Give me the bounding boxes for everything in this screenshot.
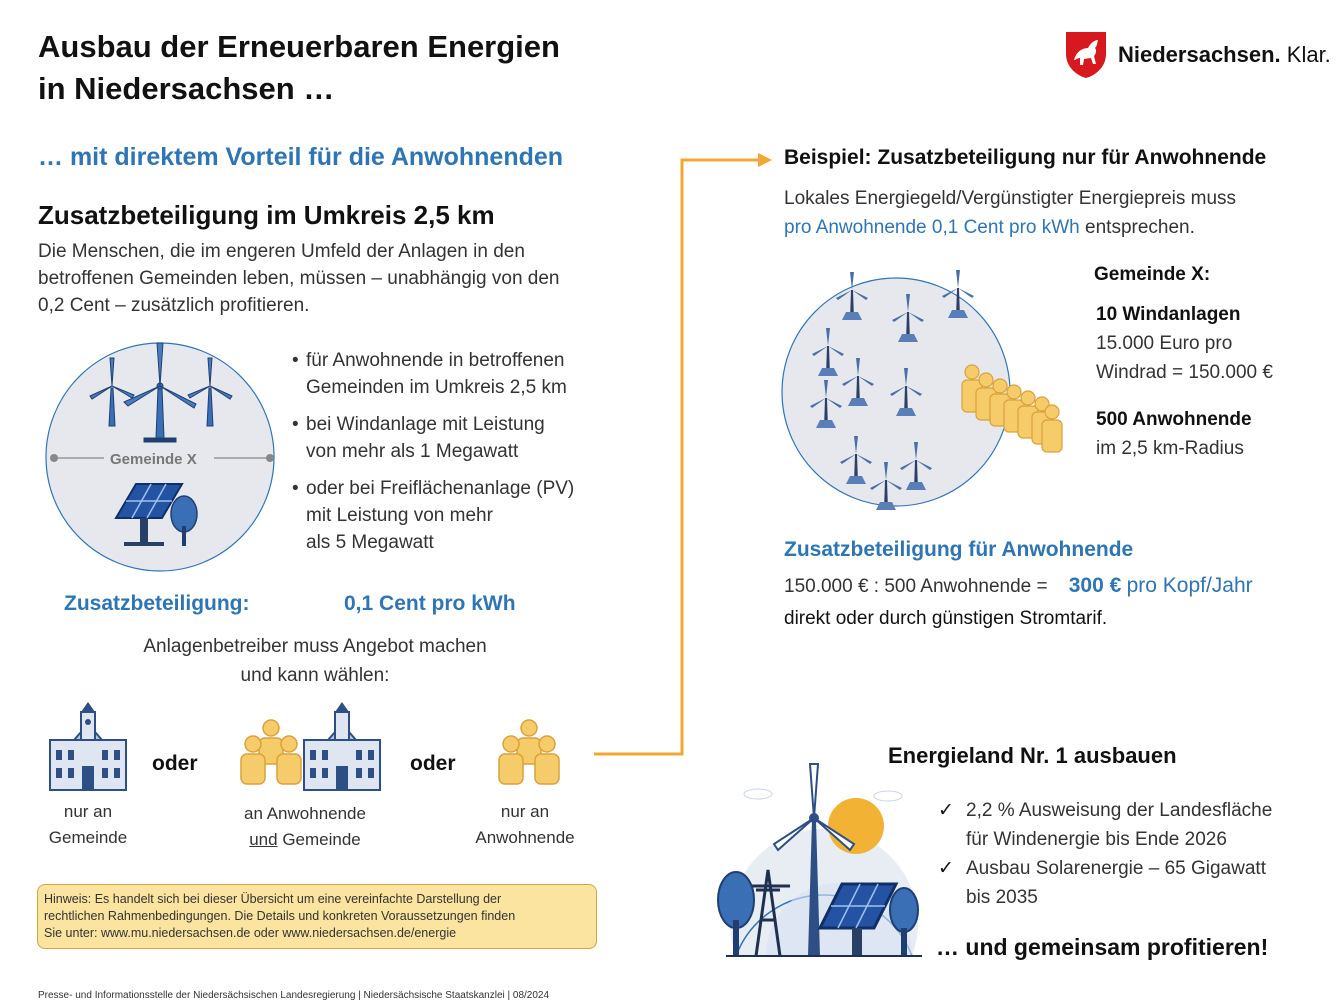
people-group-icon [498,718,560,790]
zusatzbeteiligung-value: 0,1 Cent pro kWh [344,592,516,615]
coat-of-arms-icon [1064,30,1108,80]
criteria-item: • oder bei Freiflächenanlage (PV) mit Leistung von mehr als 5 Megawatt [292,475,622,556]
windanlagen-info: 10 Windanlagen 15.000 Euro pro Windrad = 150.000 € [1096,304,1273,383]
closing-slogan: … und gemeinsam profitieren! [936,934,1269,960]
energieland-list [938,796,1318,912]
town-hall-icon [302,700,382,792]
cloud-icon [744,789,772,799]
connector-arrow-icon [590,150,780,760]
checklist-item: ✓ Ausbau Solarenergie – 65 Gigawatt bis 2035 [938,854,1318,912]
anlagenbetreiber-text: Anlagenbetreiber muss Angebot machen und kann wählen: [143,636,487,686]
zusatzbeteiligung-label: Zusatzbeteiligung: [64,592,250,615]
logo-text-light: Klar. [1286,42,1331,67]
criteria-list [292,347,622,566]
title-line-1: Ausbau der Erneuerbaren Energien [38,29,560,64]
anwohnende-info: 500 Anwohnende im 2,5 km-Radius [1096,409,1252,459]
title-line-2: in Niedersachsen … [38,71,335,106]
niedersachsen-logo [1064,30,1331,80]
energieland-illustration [716,760,926,960]
energieland-title: Energieland Nr. 1 ausbauen [888,743,1177,768]
checklist-item: ✓ 2,2 % Ausweisung der Landesfläche für Windenergie bis Ende 2026 [938,796,1318,854]
oder-label: oder [410,752,456,775]
amount-per-head: 300 € [1068,574,1122,597]
calculation: 150.000 € : 500 Anwohnende = 300 € pro Kopf/Jahr [784,574,1253,597]
option-anwohnende-label: nur an Anwohnende [475,802,575,847]
direkt-text: direkt oder durch günstigen Stromtarif. [784,608,1108,629]
option-both-label: an Anwohnende und Gemeinde [244,804,366,849]
criteria-item: • für Anwohnende in betroffenen Gemeinden im Umkreis 2,5 km [292,347,622,401]
example-text: Lokales Energiegeld/Vergünstigter Energiepreis muss pro Anwohnende 0,1 Cent pro kWh entsprechen. [784,188,1237,238]
gemeinde-x-illustration [780,268,1090,518]
intro-line: betroffenen Gemeinden leben, müssen – unabhängig von den [38,268,560,289]
hint-box: Hinweis: Es handelt sich bei dieser Übersicht um eine vereinfachte Darstellung der rechtlichen Rahmenbedingungen. Die Details und konkreten Voraussetzungen finden Sie unter: www.mu.niedersachsen.de oder www.niedersachsen.de/energie [37,884,597,949]
subtitle: … mit direktem Vorteil für die Anwohnenden [38,143,564,171]
intro-text [38,238,638,319]
intro-line: 0,2 Cent – zusätzlich profitieren. [38,295,310,316]
page-title [38,26,560,110]
footer-credit: Presse- und Informationsstelle der Niedersächsischen Landesregierung | Niedersächsische Staatskanzlei | 08/2024 [38,990,550,1001]
example-title: Beispiel: Zusatzbeteiligung nur für Anwohnende [784,146,1267,169]
cloud-icon [874,791,902,801]
oder-label: oder [152,752,198,775]
criteria-item: • bei Windanlage mit Leistung von mehr als 1 Megawatt [292,411,622,465]
circle-label: Gemeinde X [110,451,197,468]
intro-line: Die Menschen, die im engeren Umfeld der Anlagen in den [38,241,525,262]
gemeinde-x-label: Gemeinde X: [1094,264,1211,285]
town-hall-icon [48,700,128,792]
section-heading: Zusatzbeteiligung im Umkreis 2,5 km [38,200,495,230]
logo-text-bold: Niedersachsen. [1118,42,1281,67]
people-group-icon [240,718,302,790]
option-gemeinde-label: nur an Gemeinde [48,802,128,847]
zusatzbeteiligung-anwohnende-title: Zusatzbeteiligung für Anwohnende [784,538,1134,561]
sun-icon [828,798,884,854]
